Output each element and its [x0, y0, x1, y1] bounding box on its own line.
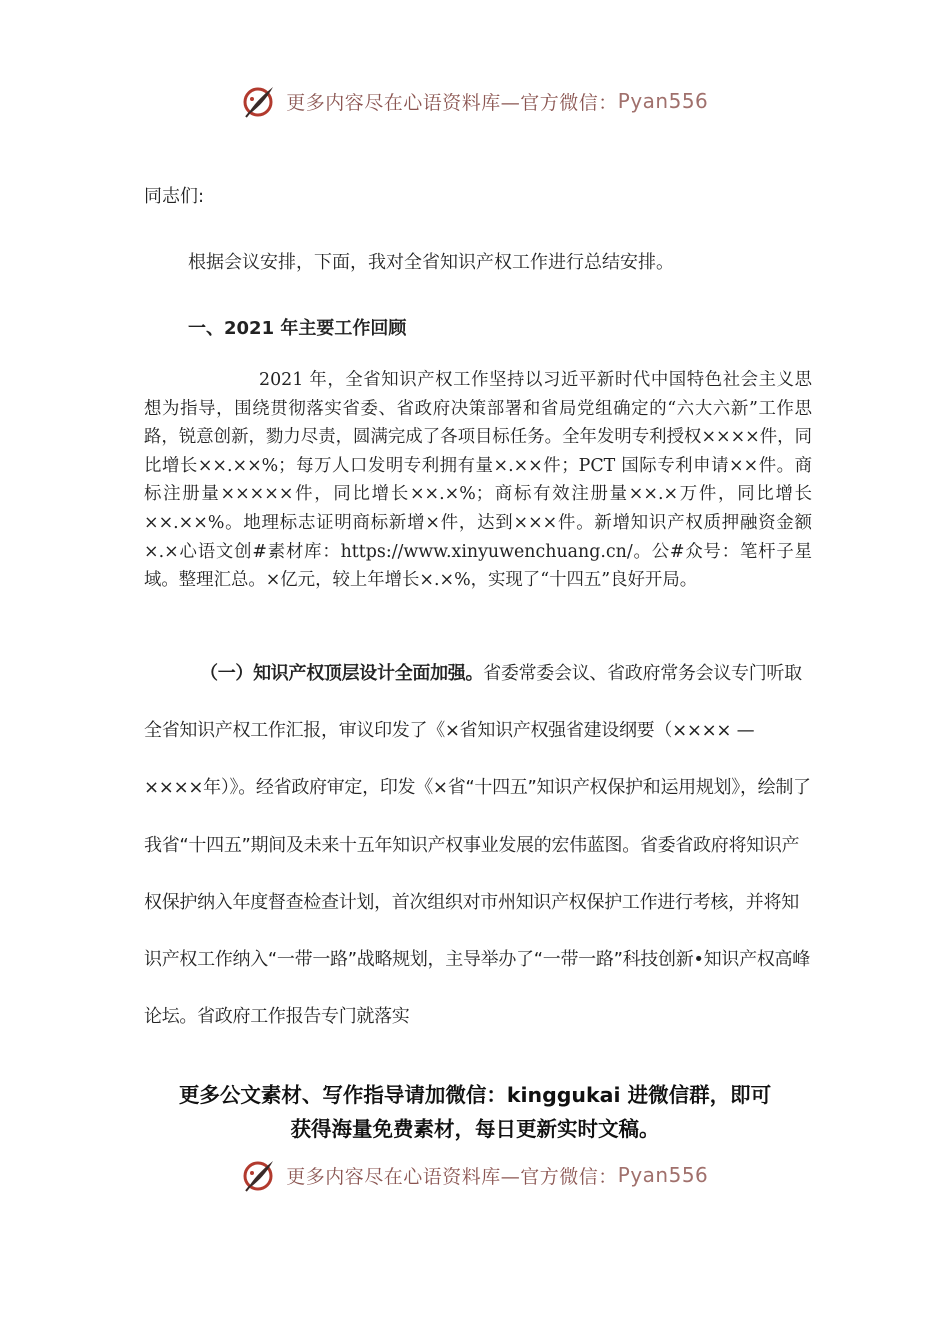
promo-notice-line-1: 更多公文素材、写作指导请加微信：kinggukai 进微信群，即可	[178, 1083, 772, 1107]
greeting: 同志们:	[144, 186, 205, 207]
quill-logo-icon	[242, 84, 276, 118]
intro-paragraph: 根据会议安排，下面，我对全省知识产权工作进行总结安排。	[188, 252, 674, 273]
watermark-header	[0, 84, 950, 118]
review-paragraph: 2021 年，全省知识产权工作坚持以习近平新时代中国特色社会主义思想为指导，围绕贯彻落实省委、省政府决策部署和省局党组确定的“六大六新”工作思路，锐意创新，勠力尽责，圆满完成了各项目标任务。全年发明专利授权××××件，同比增长××.××%；每万人口发明专利拥有量×.××件；PCT 国际专利申请××件。商标注册量×××××件，同比增长××.×%；商标有效注册量××.×万件，同比增长××.××%。地理标志证明商标新增×件，达到×××件。新增知识产权质押融资金额×.×心语文创#素材库：https://www.xinyuwenchuang.cn/。公#众号：笔杆子星域。整理汇总。×亿元，较上年增长×.×%，实现了“十四五”良好开局。	[144, 370, 812, 591]
subsection-heading: （一）知识产权顶层设计全面加强。	[200, 663, 484, 684]
subsection-paragraph	[144, 645, 812, 1045]
promo-notice-line-2: 获得海量免费素材，每日更新实时文稿。	[290, 1117, 660, 1141]
watermark-text: 更多内容尽在心语资料库—官方微信：	[286, 91, 618, 114]
section-heading: 一、2021 年主要工作回顾	[188, 318, 407, 339]
subsection-body: 省委常委会议、省政府常务会议专门听取全省知识产权工作汇报，审议印发了《×省知识产权强省建设纲要（×××× —××××年）》。经省政府审定，印发《×省“十四五”知识产权保护和运用规划》，绘制了我省“十四五”期间及未来十五年知识产权事业发展的宏伟蓝图。省委省政府将知识产权保护纳入年度督查检查计划，首次组织对市州知识产权保护工作进行考核，并将知识产权工作纳入“一带一路”战略规划，主导举办了“一带一路”科技创新•知识产权高峰论坛。省政府工作报告专门就落实	[144, 663, 811, 1028]
quill-logo-icon	[242, 1158, 276, 1192]
watermark-id: Pyan556	[617, 89, 709, 113]
watermark-id: Pyan556	[617, 1163, 709, 1187]
watermark-text: 更多内容尽在心语资料库—官方微信：	[286, 1165, 618, 1188]
watermark-footer	[0, 1158, 950, 1192]
